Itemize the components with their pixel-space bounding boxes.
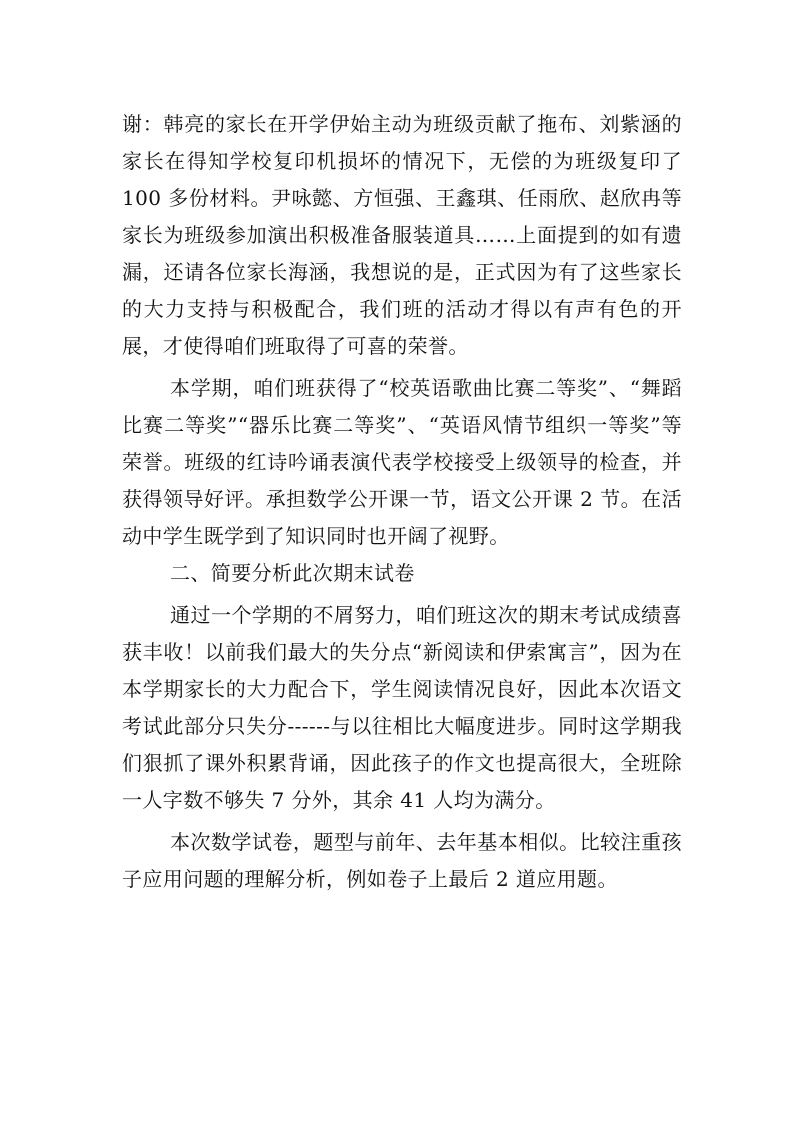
section-heading-exam-analysis: 二、简要分析此次期末试卷 [170,561,415,585]
paragraph-math-exam: 本次数学试卷，题型与前年、去年基本相似。比较注重孩子应用问题的理解分析，例如卷子上最后 2 道应用题。 [122,830,682,891]
document-body [122,106,682,898]
paragraph-chinese-exam: 通过一个学期的不屑努力，咱们班这次的期末考试成绩喜获丰收！以前我们最大的失分点“新阅读和伊索寓言”，因为在本学期家长的大力配合下，学生阅读情况良好，因此本次语文考试此部分只失分------与以往相比大幅度进步。同时这学期我们狠抓了课外积累背诵，因此孩子的作文也提高很大，全班除一人字数不够失 7 分外，其余 41 人均为满分。 [122,603,682,812]
paragraph-thanks: 谢：韩亮的家长在开学伊始主动为班级贡献了拖布、刘紫涵的家长在得知学校复印机损坏的情况下，无偿的为班级复印了 100 多份材料。尹咏懿、方恒强、王鑫琪、任雨欣、赵欣冉等家长为班级参加演出积极准备服装道具……上面提到的如有遗漏，还请各位家长海涵，我想说的是，正式因为有了这些家长的大力支持与积极配合，我们班的活动才得以有声有色的开展，才使得咱们班取得了可喜的荣誉。 [122,112,682,358]
paragraph-honors: 本学期，咱们班获得了“校英语歌曲比赛二等奖”、“舞蹈比赛二等奖”“器乐比赛二等奖”、“英语风情节组织一等奖”等荣誉。班级的红诗吟诵表演代表学校接受上级领导的检查，并获得领导好评。承担数学公开课一节，语文公开课 2 节。在活动中学生既学到了知识同时也开阔了视野。 [122,376,682,548]
